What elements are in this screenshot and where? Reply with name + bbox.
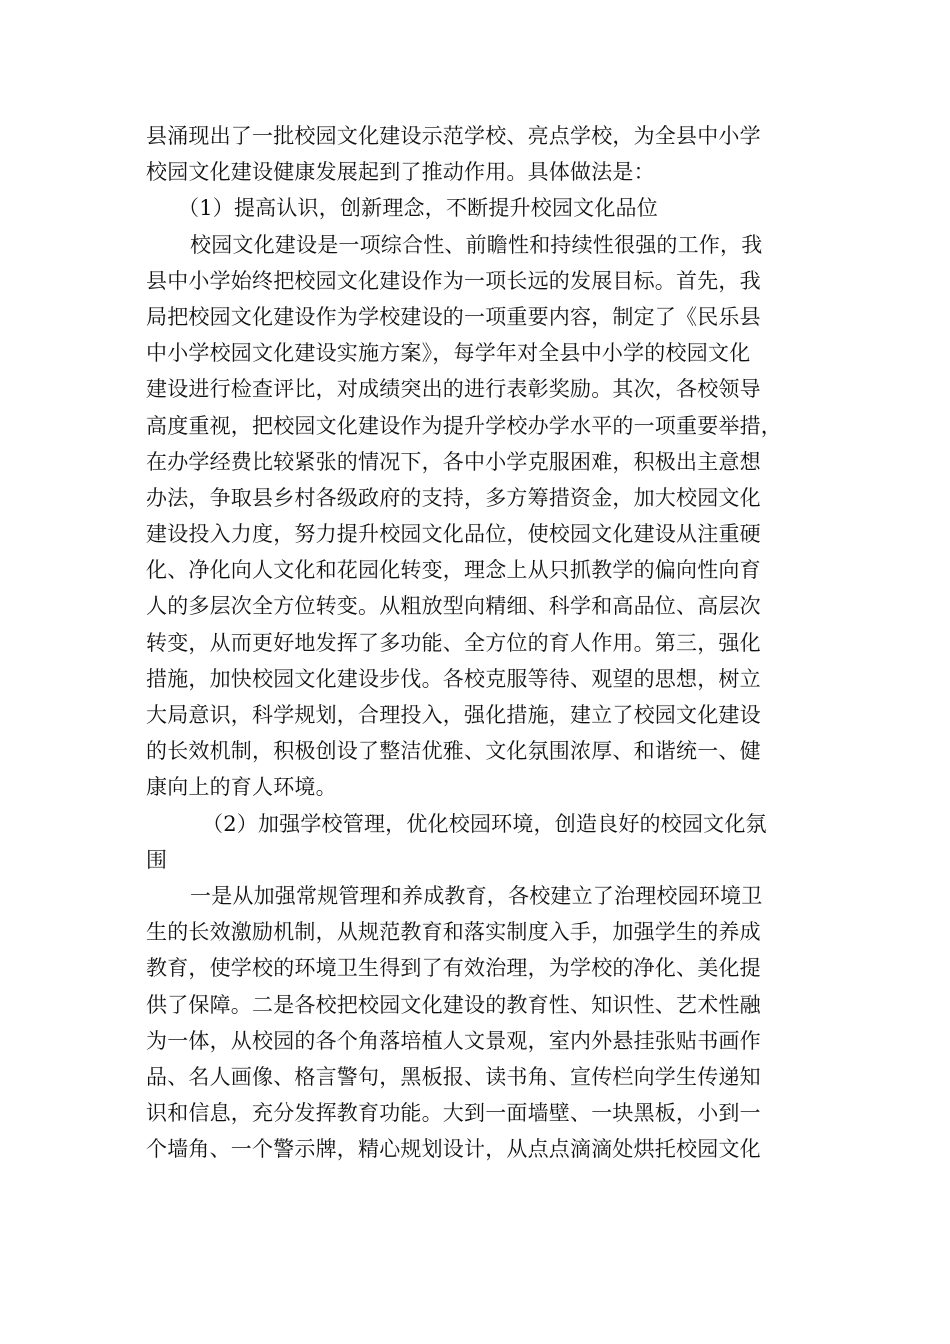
- text-line: 的长效机制，积极创设了整洁优雅、文化氛围浓厚、和谐统一、健: [146, 739, 761, 764]
- text-line: 中小学校园文化建设实施方案》，每学年对全县中小学的校园文化: [146, 341, 751, 366]
- text-line: 局把校园文化建设作为学校建设的一项重要内容，制定了《民乐县: [146, 304, 761, 329]
- text-line: 县中小学始终把校园文化建设作为一项长远的发展目标。首先，我: [146, 268, 761, 293]
- text-line: 高度重视，把校园文化建设作为提升学校办学水平的一项重要举措，: [146, 413, 782, 438]
- text-line: 人的多层次全方位转变。从粗放型向精细、科学和高品位、高层次: [146, 594, 761, 619]
- text-line: 措施，加快校园文化建设步伐。各校克服等待、观望的思想，树立: [146, 666, 761, 691]
- text-line: 转变，从而更好地发挥了多功能、全方位的育人作用。第三，强化: [146, 630, 761, 655]
- paragraph-start: 一是从加强常规管理和养成教育，各校建立了治理校园环境卫: [190, 883, 763, 908]
- text-line: 建设进行检查评比，对成绩突出的进行表彰奖励。其次，各校领导: [146, 377, 761, 402]
- section-heading-2-continuation: 围: [146, 847, 168, 872]
- text-line: 生的长效激励机制，从规范教育和落实制度入手，加强学生的养成: [146, 920, 761, 945]
- text-line: 供了保障。二是各校把校园文化建设的教育性、知识性、艺术性融: [146, 992, 761, 1017]
- paragraph-start: 校园文化建设是一项综合性、前瞻性和持续性很强的工作，我: [190, 232, 763, 257]
- text-line: 县涌现出了一批校园文化建设示范学校、亮点学校，为全县中小学: [146, 124, 761, 148]
- text-line: 建设投入力度，努力提升校园文化品位，使校园文化建设从注重硬: [146, 522, 761, 547]
- text-line: 识和信息，充分发挥教育功能。大到一面墙壁、一块黑板，小到一: [146, 1101, 761, 1126]
- text-line: 个墙角、一个警示牌，精心规划设计，从点点滴滴处烘托校园文化: [146, 1137, 761, 1162]
- text-line: 大局意识，科学规划，合理投入，强化措施，建立了校园文化建设: [146, 703, 761, 727]
- section-heading-2: （2）加强学校管理，优化校园环境，创造良好的校园文化氛: [202, 811, 767, 836]
- text-line: 化、净化向人文化和花园化转变，理念上从只抓教学的偏向性向育: [146, 558, 761, 583]
- text-line: 品、名人画像、格言警句，黑板报、读书角、宣传栏向学生传递知: [146, 1064, 761, 1089]
- section-heading-1: （1）提高认识，创新理念，不断提升校园文化品位: [178, 196, 658, 221]
- text-line: 校园文化建设健康发展起到了推动作用。具体做法是：: [146, 160, 655, 185]
- text-line: 康向上的育人环境。: [146, 775, 337, 800]
- text-line: 办法，争取县乡村各级政府的支持，多方筹措资金，加大校园文化: [146, 485, 761, 510]
- text-line: 为一体，从校园的各个角落培植人文景观，室内外悬挂张贴书画作: [146, 1028, 761, 1053]
- document-body: [146, 118, 826, 1167]
- text-line: 教育，使学校的环境卫生得到了有效治理，为学校的净化、美化提: [146, 956, 761, 981]
- text-line: 在办学经费比较紧张的情况下，各中小学克服困难，积极出主意想: [146, 449, 761, 474]
